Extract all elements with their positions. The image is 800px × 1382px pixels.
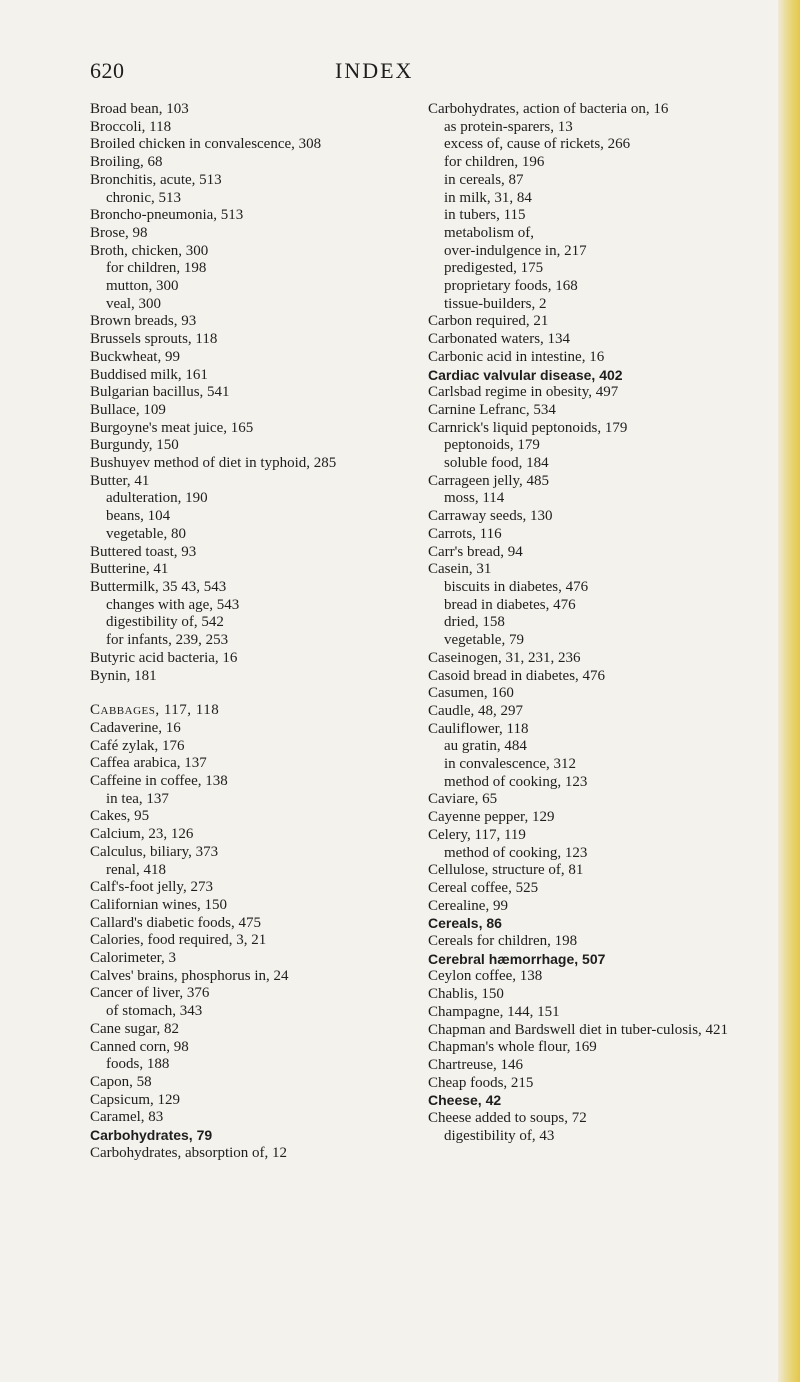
index-subentry: chronic, 513 xyxy=(106,189,181,206)
index-entry: Broiling, 68 xyxy=(90,154,163,171)
index-entry: Burgoyne's meat juice, 165 xyxy=(90,419,254,436)
index-entry: Caramel, 83 xyxy=(90,1109,164,1126)
index-subentry: in convalescence, 312 xyxy=(444,756,577,773)
page-edge xyxy=(778,0,800,1382)
index-subentry: predigested, 175 xyxy=(444,260,544,277)
index-subentry: as protein-sparers, 13 xyxy=(444,118,573,135)
index-entry: Brose, 98 xyxy=(90,224,148,241)
index-subentry: for children, 198 xyxy=(106,260,207,277)
index-subentry: dried, 158 xyxy=(444,614,505,631)
index-subentry: mutton, 300 xyxy=(106,278,179,295)
index-entry: Carbohydrates, absorption of, 12 xyxy=(90,1144,288,1161)
index-entry: Buddised milk, 161 xyxy=(90,366,208,383)
index-entry: Carraway seeds, 130 xyxy=(428,508,553,525)
index-entry: Bullace, 109 xyxy=(90,401,166,418)
index-entry: Cakes, 95 xyxy=(90,808,150,825)
index-entry: Buttermilk, 35 43, 543 xyxy=(90,578,227,595)
index-subentry: soluble food, 184 xyxy=(444,455,549,472)
index-entry: Calorimeter, 3 xyxy=(90,950,177,967)
index-subentry: in milk, 31, 84 xyxy=(444,189,532,206)
index-subentry: beans, 104 xyxy=(106,508,171,525)
index-entry: Callard's diabetic foods, 475 xyxy=(90,914,261,931)
index-entry: Broth, chicken, 300 xyxy=(90,242,209,259)
index-entry: Broiled chicken in convalescence, 308 xyxy=(90,136,322,153)
index-entry: Calf's-foot jelly, 273 xyxy=(90,879,213,896)
index-subentry: for children, 196 xyxy=(444,154,545,171)
index-subentry: of stomach, 343 xyxy=(106,1003,203,1020)
index-entry: Carr's bread, 94 xyxy=(428,543,523,560)
index-entry: Cadaverine, 16 xyxy=(90,719,181,736)
index-entry: Chapman and Bardswell diet in tuber-culosis, 421 xyxy=(428,1021,729,1038)
index-entry: Carbonated waters, 134 xyxy=(428,331,571,348)
index-subentry: changes with age, 543 xyxy=(106,596,240,613)
index-subentry: for infants, 239, 253 xyxy=(106,632,229,649)
index-entry: Celery, 117, 119 xyxy=(428,826,526,843)
index-entry: Cardiac valvular disease, 402 xyxy=(428,366,623,383)
index-entry: Canned corn, 98 xyxy=(90,1038,189,1055)
index-subentry: method of cooking, 123 xyxy=(444,773,588,790)
index-entry: Cauliflower, 118 xyxy=(428,720,529,737)
index-entry: Cheese added to soups, 72 xyxy=(428,1110,587,1127)
index-entry: Bynin, 181 xyxy=(90,667,157,684)
index-subentry: renal, 418 xyxy=(106,861,166,878)
index-entry: Brown breads, 93 xyxy=(90,313,197,330)
index-entry: Bushuyev method of diet in typhoid, 285 xyxy=(90,455,337,472)
index-entry: Carbonic acid in intestine, 16 xyxy=(428,348,605,365)
index-subentry: metabolism of, xyxy=(444,224,534,241)
index-entry: Californian wines, 150 xyxy=(90,896,228,913)
index-entry: Carnine Lefranc, 534 xyxy=(428,401,556,418)
index-subentry: au gratin, 484 xyxy=(444,738,527,755)
index-entry: Cereal coffee, 525 xyxy=(428,879,539,896)
index-entry: Capon, 58 xyxy=(90,1073,152,1090)
index-subentry: vegetable, 79 xyxy=(444,632,524,649)
index-entry: Bulgarian bacillus, 541 xyxy=(90,384,230,401)
index-entry: Buttered toast, 93 xyxy=(90,543,197,560)
index-column-right xyxy=(428,101,778,1145)
index-subentry: biscuits in diabetes, 476 xyxy=(444,578,589,595)
index-entry: Chablis, 150 xyxy=(428,986,504,1003)
index-subentry: moss, 114 xyxy=(444,490,505,507)
index-entry: Bronchitis, acute, 513 xyxy=(90,171,222,188)
index-entry: Café zylak, 176 xyxy=(90,737,185,754)
index-entry: Ceylon coffee, 138 xyxy=(428,968,543,985)
index-entry: Casoid bread in diabetes, 476 xyxy=(428,667,606,684)
index-entry: Cereals for children, 198 xyxy=(428,933,578,950)
index-entry: Butter, 41 xyxy=(90,472,150,489)
index-entry: Cellulose, structure of, 81 xyxy=(428,862,584,879)
index-entry: Caffea arabica, 137 xyxy=(90,755,207,772)
index-subentry: adulteration, 190 xyxy=(106,490,208,507)
index-entry: Carrots, 116 xyxy=(428,525,502,542)
index-entry: Carbon required, 21 xyxy=(428,313,549,330)
index-entry: Broccoli, 118 xyxy=(90,118,172,135)
running-head: INDEX xyxy=(335,58,414,83)
page-number: 620 xyxy=(90,58,125,83)
page-header xyxy=(0,58,800,88)
index-entry: Cheese, 42 xyxy=(428,1092,502,1109)
index-subentry: digestibility of, 542 xyxy=(106,614,224,631)
index-subentry: foods, 188 xyxy=(106,1056,170,1073)
index-entry: Chapman's whole flour, 169 xyxy=(428,1039,597,1056)
index-entry: Calcium, 23, 126 xyxy=(90,826,194,843)
index-subentry: excess of, cause of rickets, 266 xyxy=(444,136,631,153)
index-subentry: proprietary foods, 168 xyxy=(444,278,578,295)
index-entry: Cereals, 86 xyxy=(428,915,502,932)
index-entry: Butterine, 41 xyxy=(90,561,169,578)
index-entry: Cheap foods, 215 xyxy=(428,1074,534,1091)
index-entry: Cerealine, 99 xyxy=(428,897,508,914)
index-entry: Carlsbad regime in obesity, 497 xyxy=(428,384,619,401)
index-entry: Calories, food required, 3, 21 xyxy=(90,932,267,949)
index-entry: Carbohydrates, 79 xyxy=(90,1127,213,1144)
index-entry: Broncho-pneumonia, 513 xyxy=(90,207,244,224)
index-entry: Butyric acid bacteria, 16 xyxy=(90,649,238,666)
index-entry: Cabbages, 117, 118 xyxy=(90,702,220,719)
index-entry: Caviare, 65 xyxy=(428,791,498,808)
index-entry: Broad bean, 103 xyxy=(90,101,189,117)
index-entry: Buckwheat, 99 xyxy=(90,348,180,365)
index-entry: Caudle, 48, 297 xyxy=(428,702,523,719)
index-entry: Capsicum, 129 xyxy=(90,1091,180,1108)
index-subentry: vegetable, 80 xyxy=(106,525,186,542)
index-entry: Carbohydrates, action of bacteria on, 16 xyxy=(428,101,669,117)
index-entry: Carrageen jelly, 485 xyxy=(428,472,550,489)
index-entry: Casein, 31 xyxy=(428,561,492,578)
index-subentry: in tea, 137 xyxy=(106,790,169,807)
index-entry: Cerebral hæmorrhage, 507 xyxy=(428,950,606,967)
index-subentry: digestibility of, 43 xyxy=(444,1127,555,1144)
index-entry: Calves' brains, phosphorus in, 24 xyxy=(90,967,289,984)
index-entry: Cancer of liver, 376 xyxy=(90,985,210,1002)
index-entry: Caffeine in coffee, 138 xyxy=(90,773,228,790)
index-subentry: over-indulgence in, 217 xyxy=(444,242,587,259)
index-entry: Chartreuse, 146 xyxy=(428,1056,523,1073)
index-entry: Burgundy, 150 xyxy=(90,437,179,454)
index-entry: Brussels sprouts, 118 xyxy=(90,331,218,348)
index-entry: Calculus, biliary, 373 xyxy=(90,843,219,860)
index-subentry: in cereals, 87 xyxy=(444,171,524,188)
index-subentry: method of cooking, 123 xyxy=(444,844,588,861)
index-subentry: tissue-builders, 2 xyxy=(444,295,547,312)
index-subentry: peptonoids, 179 xyxy=(444,437,540,454)
index-entry: Casumen, 160 xyxy=(428,685,514,702)
index-subentry: bread in diabetes, 476 xyxy=(444,596,576,613)
index-entry: Cayenne pepper, 129 xyxy=(428,809,555,826)
index-subentry: in tubers, 115 xyxy=(444,207,526,224)
index-column-left xyxy=(90,101,390,1162)
index-subentry: veal, 300 xyxy=(106,295,161,312)
index-entry: Champagne, 144, 151 xyxy=(428,1003,560,1020)
index-entry: Carnrick's liquid peptonoids, 179 xyxy=(428,419,628,436)
index-entry: Caseinogen, 31, 231, 236 xyxy=(428,649,581,666)
index-entry: Cane sugar, 82 xyxy=(90,1020,179,1037)
